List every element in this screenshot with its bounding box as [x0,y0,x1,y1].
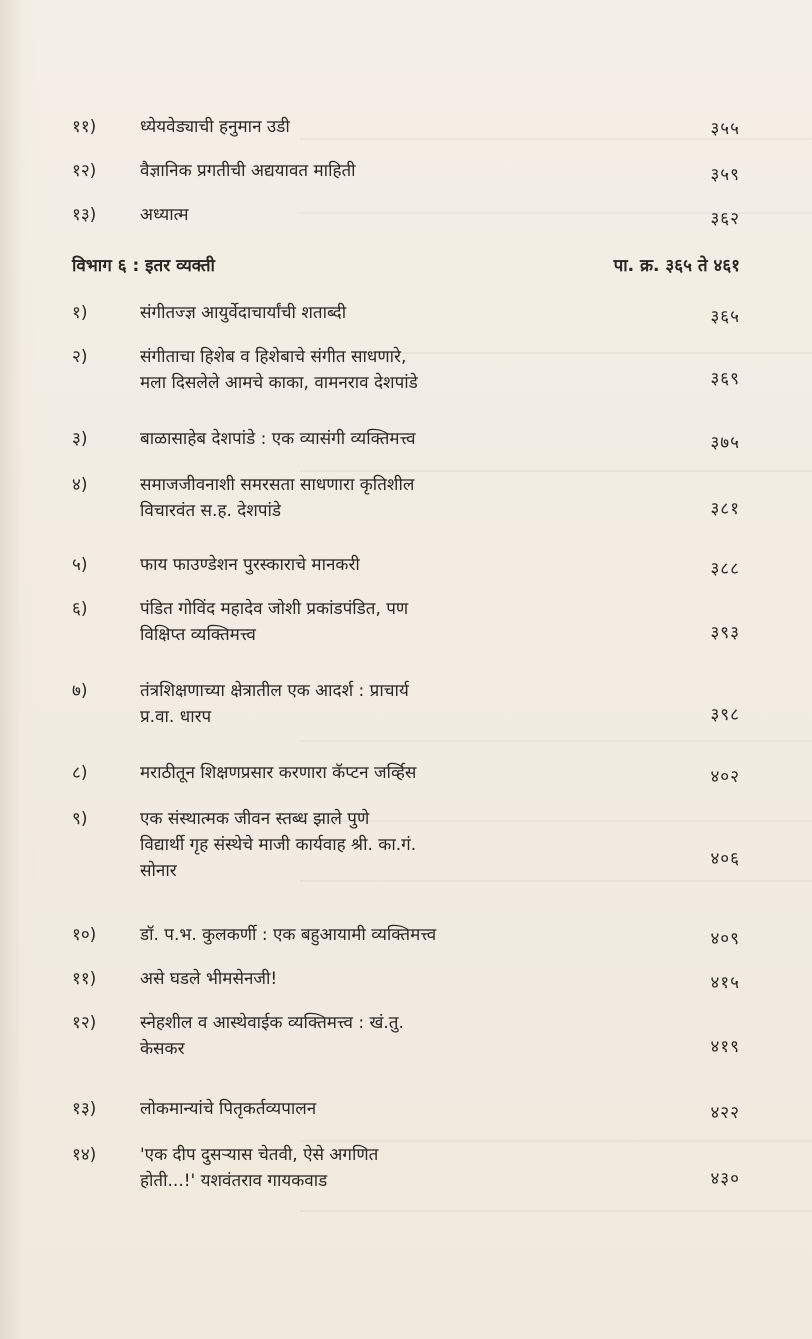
entry-title [140,1010,600,1062]
entry-page: ४०६ [710,849,740,869]
entry-title [140,344,600,396]
entry-title [140,760,600,786]
entry-title-line: होती...!' यशवंतराव गायकवाड [140,1171,328,1191]
entry-page: ३५९ [710,165,740,185]
entry-title-line: एक संस्थात्मक जीवन स्तब्ध झाले पुणे [140,809,370,829]
section-page-range: पा. क्र. ३६५ ते ४६१ [613,256,740,276]
entry-page: ३६९ [710,369,740,389]
entry-title-line: ध्येयवेड्याची हनुमान उडी [140,117,290,137]
entry-title-line: विद्यार्थी गृह संस्थेचे माजी कार्यवाह श्री. का.गं. [140,835,417,855]
entry-title-line: डॉ. प.भ. कुलकर्णी : एक बहुआयामी व्यक्तिमत्त्व [140,925,437,945]
entry-title [140,922,600,948]
entry-title-line: केसकर [140,1039,185,1059]
entry-number: ४) [72,475,88,495]
entry-title [140,806,600,884]
entry-title-line: मराठीतून शिक्षणप्रसार करणारा कॅप्टन जर्व्हिस [140,763,417,783]
bleed-through-line [300,740,812,742]
entry-title [140,596,600,648]
entry-title-line: पंडित गोविंद महादेव जोशी प्रकांडपंडित, पण [140,599,409,619]
section-title: विभाग ६ : इतर व्यक्ती [72,256,215,276]
entry-number: ९) [72,809,88,829]
entry-page: ३७५ [710,433,740,453]
entry-page: ३८१ [710,499,740,519]
entry-title [140,202,600,228]
entry-number: २) [72,347,88,367]
entry-title [140,552,600,578]
entry-title-line: असे घडले भीमसेनजी! [140,969,278,989]
entry-number: ७) [72,681,88,701]
entry-number: ३) [72,429,88,449]
entry-title-line: तंत्रशिक्षणाच्या क्षेत्रातील एक आदर्श : प्राचार्य [140,681,409,701]
bleed-through-line [300,1210,812,1212]
entry-page: ४०२ [710,767,740,787]
entry-title-line: अध्यात्म [140,205,189,225]
entry-title-line: विचारवंत स.ह. देशपांडे [140,501,282,521]
entry-page: ४१५ [710,973,740,993]
entry-page: ३६२ [710,209,740,229]
section-header [72,252,740,280]
entry-number: ११) [72,117,97,137]
entry-number: १) [72,303,88,323]
entry-number: ८) [72,763,88,783]
entry-title [140,678,600,730]
entry-title-line: प्र.वा. धारप [140,707,212,727]
entry-page: ४०९ [710,929,740,949]
entry-page: ३९३ [710,623,740,643]
entry-number: १२) [72,161,97,181]
entry-title-line: वैज्ञानिक प्रगतीची अद्ययावत माहिती [140,161,356,181]
entry-page: ३६५ [710,307,740,327]
entry-title-line: विक्षिप्त व्यक्तिमत्त्व [140,625,256,645]
entry-title [140,1096,600,1122]
entry-title-line: मला दिसलेले आमचे काका, वामनराव देशपांडे [140,373,418,393]
entry-title-line: फाय फाउण्डेशन पुरस्काराचे मानकरी [140,555,360,575]
entry-page: ४२२ [710,1103,740,1123]
entry-number: १३) [72,205,97,225]
entry-number: १२) [72,1013,97,1033]
entry-title [140,472,600,524]
entry-title [140,1142,600,1194]
entry-title-line: सोनार [140,861,177,881]
entry-number: १४) [72,1145,97,1165]
entry-page: ३५५ [710,119,740,139]
entry-title-line: संगीतज्ज्ञ आयुर्वेदाचार्यांची शताब्दी [140,303,347,323]
entry-title-line: संगीताचा हिशेब व हिशेबाचे संगीत साधणारे, [140,347,407,367]
entry-title [140,300,600,326]
entry-title [140,426,600,452]
entry-title-line: बाळासाहेब देशपांडे : एक व्यासंगी व्यक्तिमत्त्व [140,429,416,449]
entry-number: ६) [72,599,88,619]
entry-title [140,966,600,992]
entry-page: ४१९ [710,1037,740,1057]
entry-title-line: 'एक दीप दुसऱ्यास चेतवी, ऐसे अगणित [140,1145,379,1165]
entry-number: ११) [72,969,97,989]
entry-number: १०) [72,925,97,945]
entry-title-line: लोकमान्यांचे पितृकर्तव्यपालन [140,1099,317,1119]
entry-page: ३९८ [710,705,740,725]
entry-page: ४३० [710,1169,740,1189]
entry-number: १३) [72,1099,97,1119]
entry-page: ३८८ [710,559,740,579]
entry-title-line: समाजजीवनाशी समरसता साधणारा कृतिशील [140,475,415,495]
entry-title [140,158,600,184]
entry-title [140,114,600,140]
entry-title-line: स्नेहशील व आस्थेवाईक व्यक्तिमत्त्व : खं.तु. [140,1013,404,1033]
entry-number: ५) [72,555,88,575]
